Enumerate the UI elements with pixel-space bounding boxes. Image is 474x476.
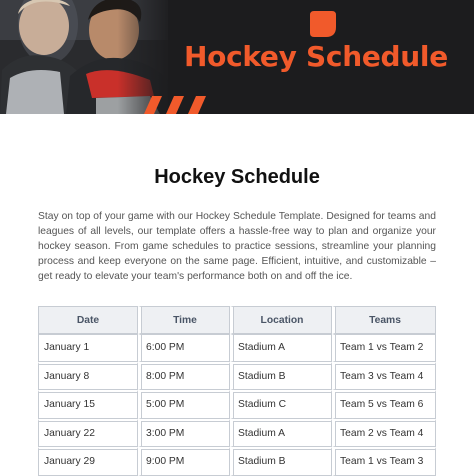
header-date: Date <box>38 306 138 334</box>
cell-location: Stadium A <box>230 334 332 362</box>
cell-location: Stadium C <box>230 390 332 419</box>
cell-location: Stadium B <box>230 447 332 476</box>
header-teams: Teams <box>332 306 436 334</box>
table-row <box>38 447 436 476</box>
cell-teams: Team 2 vs Team 4 <box>332 419 436 448</box>
cell-date: January 22 <box>38 419 138 448</box>
decorative-stripes-icon <box>138 96 218 114</box>
brand-logo-icon <box>308 9 338 39</box>
cell-location: Stadium A <box>230 419 332 448</box>
cell-date: January 1 <box>38 334 138 362</box>
cell-time: 5:00 PM <box>138 390 230 419</box>
cell-teams: Team 1 vs Team 2 <box>332 334 436 362</box>
table-row <box>38 390 436 419</box>
cell-date: January 15 <box>38 390 138 419</box>
cell-teams: Team 1 vs Team 3 <box>332 447 436 476</box>
cell-date: January 8 <box>38 362 138 391</box>
table-header-row <box>38 306 436 334</box>
table-row <box>38 334 436 362</box>
page-title: Hockey Schedule <box>154 166 320 188</box>
cell-time: 8:00 PM <box>138 362 230 391</box>
cell-date: January 29 <box>38 447 138 476</box>
table-row <box>38 362 436 391</box>
cell-location: Stadium B <box>230 362 332 391</box>
schedule-table <box>38 306 436 476</box>
cell-teams: Team 3 vs Team 4 <box>332 362 436 391</box>
banner-title: Hockey Schedule <box>184 40 448 73</box>
cell-teams: Team 5 vs Team 6 <box>332 390 436 419</box>
header-location: Location <box>230 306 332 334</box>
table-row <box>38 419 436 448</box>
intro-paragraph: Stay on top of your game with our Hockey Schedule Template. Designed for teams and leagues of all levels, our template offers a hassle-free way to plan and organize your hockey season. From game schedules to practice sessions, streamline your planning process and keep everyone on the same page. Efficient, intuitive, and customizable – get ready to elevate your team's performance both on and off the ice. <box>38 211 436 283</box>
cell-time: 6:00 PM <box>138 334 230 362</box>
header-banner <box>0 0 474 114</box>
header-time: Time <box>138 306 230 334</box>
cell-time: 9:00 PM <box>138 447 230 476</box>
cell-time: 3:00 PM <box>138 419 230 448</box>
